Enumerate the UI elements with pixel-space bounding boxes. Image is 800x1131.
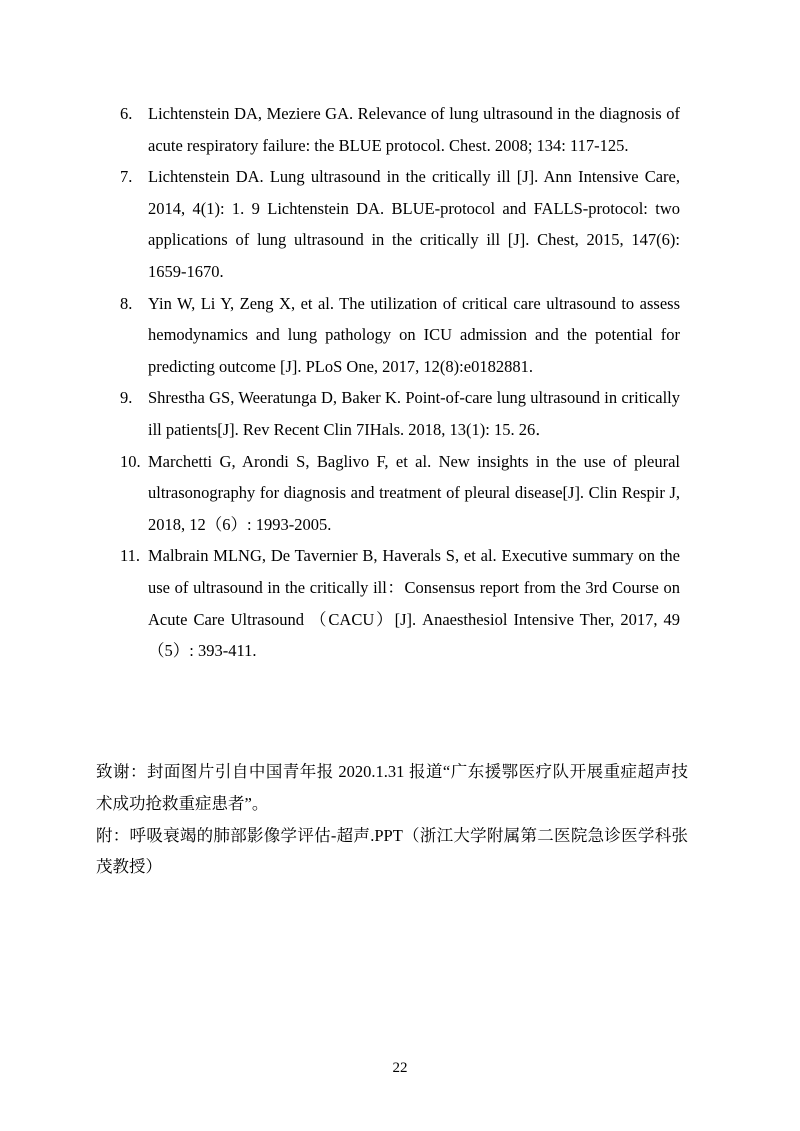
reference-text: Shrestha GS, Weeratunga D, Baker K. Point-of-care lung ultrasound in critically ill patients[J]. Rev Recent Clin 7IHals. 2018, 13(1): 15. 26． — [148, 388, 680, 439]
reference-item — [120, 540, 680, 666]
reference-number: 10. — [120, 451, 141, 471]
page-number: 22 — [392, 1060, 408, 1076]
reference-item — [120, 161, 680, 287]
attachment-note: 附：呼吸衰竭的肺部影像学评估-超声.PPT（浙江大学附属第二医院急诊医学科张茂教授） — [96, 825, 688, 877]
reference-text: Lichtenstein DA. Lung ultrasound in the critically ill [J]. Ann Intensive Care, 2014, 4(1): 1. 9 Lichtenstein DA. BLUE-protocol and FALLS-protocol: two applications of lung ultrasound in the critically ill [J]. Chest, 2015, 147(6): 1659-1670. — [148, 167, 680, 281]
reference-text: Marchetti G, Arondi S, Baglivo F, et al. New insights in the use of pleural ultrasonography for diagnosis and treatment of pleural disease[J]. Clin Respir J, 2018, 12（6）: 1993-2005. — [148, 451, 680, 534]
reference-item — [120, 288, 680, 383]
reference-text: Lichtenstein DA, Meziere GA. Relevance of lung ultrasound in the diagnosis of acute respiratory failure: the BLUE protocol. Chest. 2008; 134: 117-125. — [148, 104, 680, 155]
reference-text: Yin W, Li Y, Zeng X, et al. The utilization of critical care ultrasound to assess hemodynamics and lung pathology on ICU admission and the potential for predicting outcome [J]. PLoS One, 2017, 12(8):e0182881. — [148, 293, 680, 376]
reference-text: Malbrain MLNG, De Tavernier B, Haverals S, et al. Executive summary on the use of ultrasound in the critically ill：Consensus report from the 3rd Course on Acute Care Ultrasound （CACU）[J]. Anaesthesiol Intensive Ther, 2017, 49（5）: 393-411. — [148, 546, 680, 661]
reference-item — [120, 98, 680, 161]
reference-item — [120, 382, 680, 445]
acknowledgement-note: 致谢：封面图片引自中国青年报 2020.1.31 报道“广东援鄂医疗队开展重症超声技术成功抢救重症患者”。 — [96, 762, 688, 813]
reference-number: 7. — [120, 167, 133, 187]
reference-number: 9. — [120, 388, 133, 408]
reference-list — [120, 98, 680, 667]
notes-section — [96, 756, 688, 883]
reference-number: 8. — [120, 293, 133, 313]
reference-number: 6. — [120, 104, 133, 123]
reference-item — [120, 446, 680, 541]
reference-number: 11. — [120, 546, 141, 566]
